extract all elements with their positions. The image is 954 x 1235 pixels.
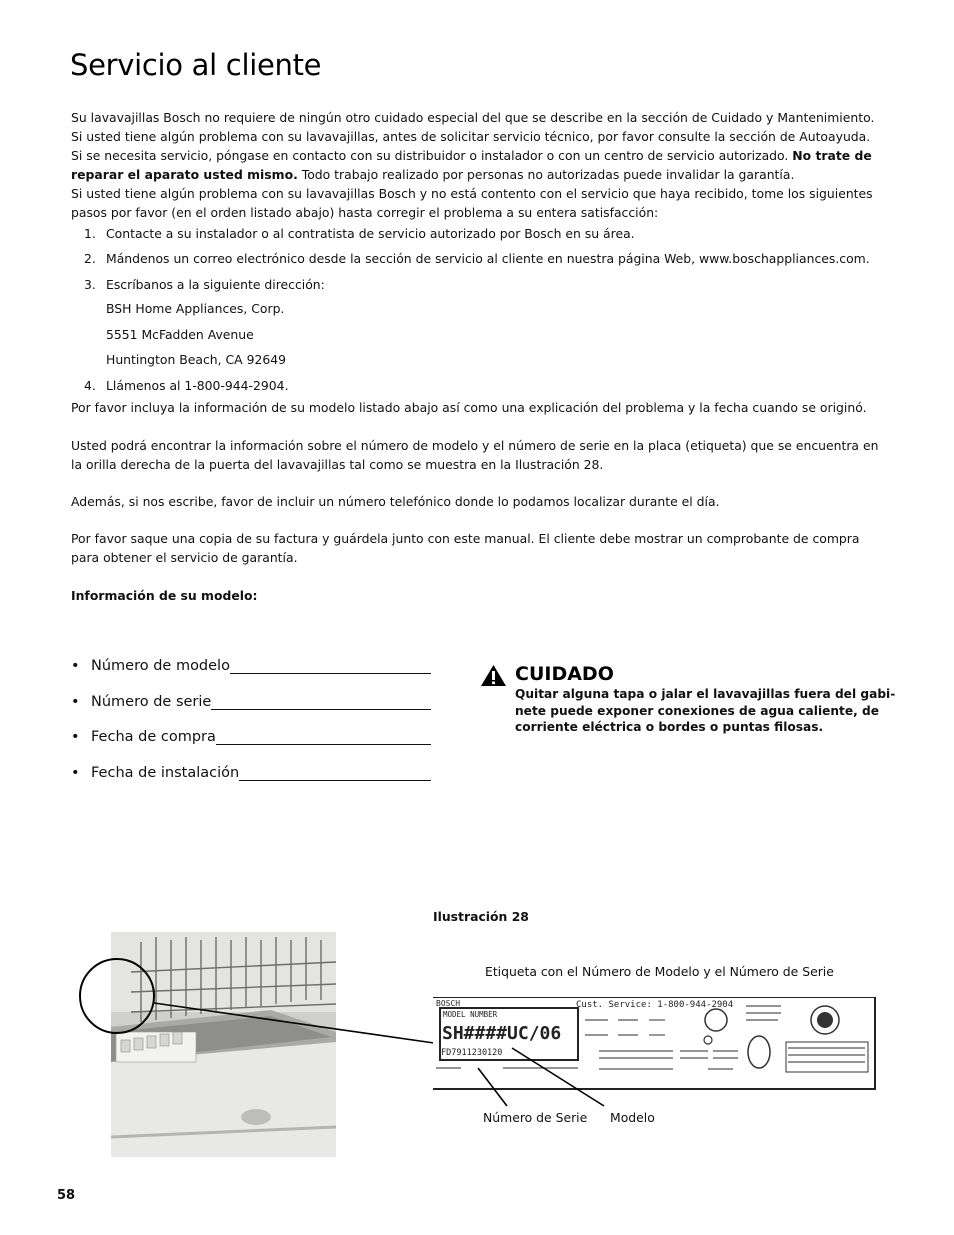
step-text: Contacte a su instalador o al contratista de servicio autorizado por Bosch en su área. (106, 226, 635, 241)
intro-line: Si usted tiene algún problema con su lavavajillas, antes de solicitar servicio técnico, por favor consulte la sección de Autoayuda. (71, 129, 871, 144)
step-number: 1. (84, 226, 96, 241)
address-line: BSH Home Appliances, Corp. (106, 301, 285, 316)
plate-serial-number: FD7911230120 (441, 1048, 503, 1058)
model-callout-label: Modelo (610, 1110, 655, 1125)
bullet: • (71, 658, 80, 674)
bullet: • (71, 765, 80, 781)
caution-text: Quitar alguna tapa o jalar el lavavajillas fuera del gabi- nete puede exponer conexiones de agua caliente, de corriente eléctrica o bordes o puntas filosas. (515, 687, 896, 734)
intro-line: Su lavavajillas Bosch no requiere de ningún otro cuidado especial del que se describe en la sección de Cuidado y Mantenimiento. (71, 110, 875, 125)
blank-line[interactable] (230, 658, 431, 674)
blank-line[interactable] (239, 765, 431, 781)
field-label: Fecha de instalación (91, 765, 240, 781)
paragraph-line: Por favor incluya la información de su modelo listado abajo así como una explicación del problema y la fecha cuando se originó. (71, 400, 867, 415)
paragraph-line: la orilla derecha de la puerta del lavavajillas tal como se muestra en la Ilustración 28. (71, 457, 604, 472)
plate-brand: BOSCH (436, 999, 461, 1008)
step-text: Escríbanos a la siguiente dirección: (106, 277, 325, 292)
phone-paragraph (71, 492, 871, 511)
address-line: Huntington Beach, CA 92649 (106, 352, 287, 367)
paragraph-line: Usted podrá encontrar la información sobre el número de modelo y el número de serie en la placa (etiqueta) que se encuentra en (71, 438, 879, 453)
field-label: Fecha de compra (91, 729, 216, 745)
step-number: 3. (84, 277, 96, 292)
bullet: • (71, 694, 80, 710)
blank-line[interactable] (211, 694, 431, 710)
invoice-paragraph (71, 529, 871, 567)
step-item (84, 224, 635, 243)
intro-line: Si se necesita servicio, póngase en contacto con su distribuidor o instalador o con un centro de servicio autorizado. (71, 148, 789, 163)
label-caption: Etiqueta con el Número de Modelo y el Número de Serie (485, 964, 834, 979)
caution-title: CUIDADO (515, 663, 614, 685)
warning-triangle-icon (480, 664, 507, 687)
intro-line: Todo trabajo realizado por personas no autorizadas puede invalidar la garantía. (297, 167, 795, 182)
paragraph-line: para obtener el servicio de garantía. (71, 550, 298, 565)
serial-callout-label: Número de Serie (483, 1110, 588, 1125)
intro-line: Si usted tiene algún problema con su lavavajillas Bosch y no está contento con el servicio que haya recibido, tome los siguientes (71, 186, 873, 201)
field-label: Número de modelo (91, 658, 230, 674)
plate-model-heading: MODEL NUMBER (443, 1010, 498, 1019)
address-line: 5551 McFadden Avenue (106, 327, 254, 342)
step-item (84, 275, 325, 294)
plate-model-number: SH####UC/06 (442, 1023, 562, 1044)
purchase-date-field[interactable] (71, 725, 431, 745)
magnifier-callout (76, 955, 438, 1045)
warning-bold-text: reparar el aparato usted mismo. (71, 167, 298, 182)
intro-line: pasos por favor (en el orden listado abajo) hasta corregir el problema a su entera satisfacción: (71, 205, 659, 220)
step-text: Mándenos un correo electrónico desde la sección de servicio al cliente en nuestra página Web, www.boschappliances.com. (106, 251, 870, 266)
warning-bold-text: No trate de (792, 148, 872, 163)
bullet: • (71, 729, 80, 745)
paragraph-line: Por favor saque una copia de su factura y guárdela junto con este manual. El cliente debe mostrar un comprobante de compra (71, 531, 860, 546)
install-date-field[interactable] (71, 761, 431, 781)
blank-line[interactable] (216, 729, 431, 745)
step-number: 4. (84, 378, 96, 393)
intro-paragraph (71, 108, 875, 222)
paragraph-line: Además, si nos escribe, favor de incluir un número telefónico donde lo podamos localizar durante el día. (71, 494, 720, 509)
step-text: Llámenos al 1-800-944-2904. (106, 378, 289, 393)
model-info-heading: Información de su modelo: (71, 588, 258, 603)
figure-caption: Ilustración 28 (433, 909, 529, 924)
serial-number-field[interactable] (71, 690, 431, 710)
page-number: 58 (57, 1188, 76, 1203)
plate-info-paragraph (71, 436, 879, 474)
plate-service: Cust. Service: 1-800-944-2904 (576, 1000, 734, 1010)
label-callout-lines (470, 1040, 610, 1110)
step-item (84, 376, 289, 395)
model-number-field[interactable] (71, 654, 431, 674)
step-item (84, 249, 870, 268)
include-info-paragraph (71, 398, 871, 417)
field-label: Número de serie (91, 694, 212, 710)
step-number: 2. (84, 251, 96, 266)
page-title: Servicio al cliente (70, 48, 322, 82)
